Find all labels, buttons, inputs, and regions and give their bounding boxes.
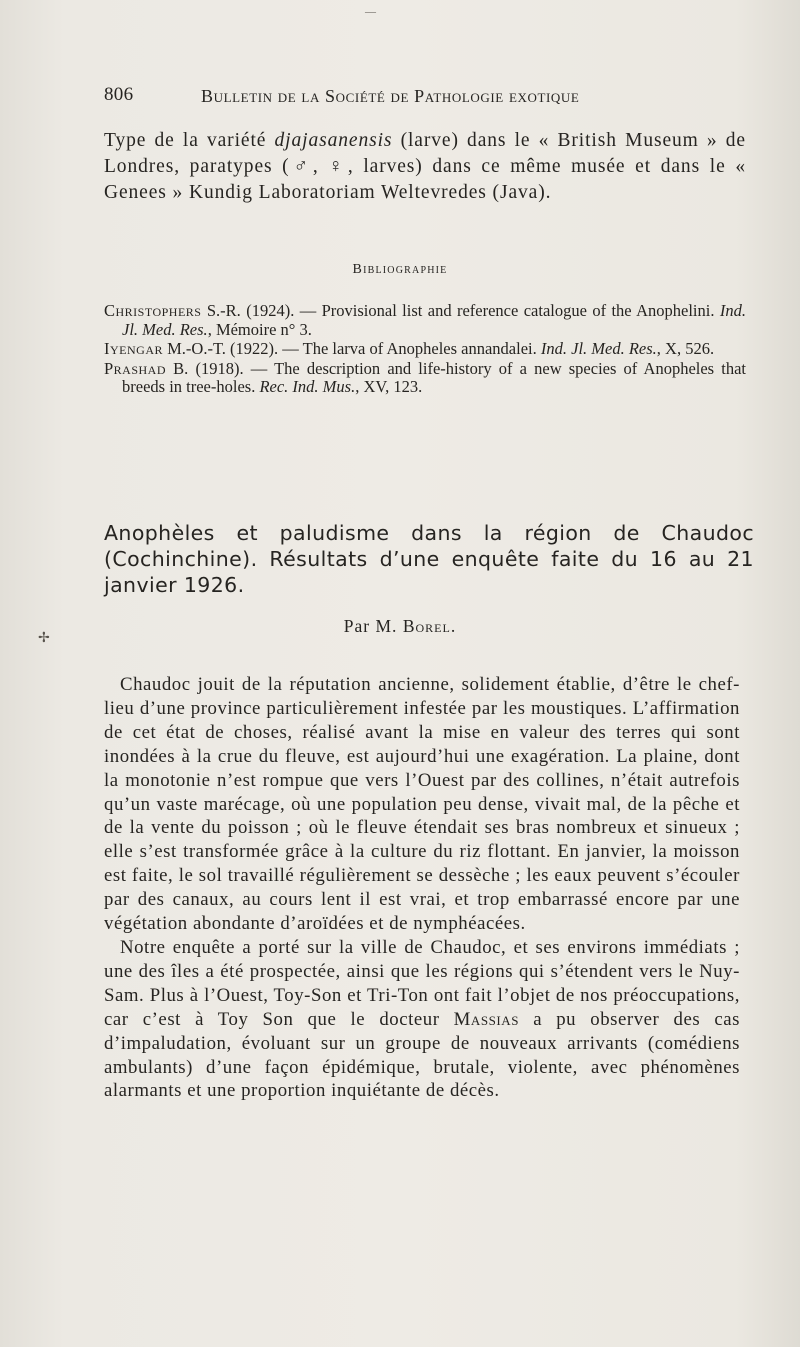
body-text: Notre enquête a porté sur la ville de Chaudoc, et ses environs immédiats ; une des îles a été prospectée, ainsi que les régions qui s’étendent vers le Nuy-Sam. Plus à l’Ouest, Toy-Son et Tri-Ton ont fait l’objet de nos préoccupations, car c’est à Toy Son que le docteur <box>104 936 740 1030</box>
page-number: 806 <box>104 84 134 105</box>
bib-ref: , XV, 123. <box>355 377 423 396</box>
byline <box>0 616 800 637</box>
running-title: Bulletin de la Société de Pathologie exotique <box>201 86 580 106</box>
article-title: Anophèles et paludisme dans la région de Chaudoc (Cochinchine). Résultats d’une enquête faite du 16 au 21 janvier 1926. <box>104 521 754 597</box>
bibliography-entry <box>104 340 746 359</box>
author-name: Borel. <box>402 616 457 636</box>
bib-journal: Rec. Ind. Mus. <box>259 377 356 396</box>
bib-ref: , X, 526. <box>656 339 715 358</box>
bibliography-entry <box>104 302 746 339</box>
bibliography-heading: Bibliographie <box>352 262 448 277</box>
article-body <box>104 673 740 1103</box>
bibliography-list <box>104 302 746 397</box>
byline-prefix: Par M. <box>343 616 403 636</box>
body-paragraph: Chaudoc jouit de la réputation ancienne, solidement établie, d’être le chef-lieu d’une province particulièrement infestée par les moustiques. L’affirmation de cet état de choses, réalisé avant la mise en valeur des terres qui sont inondées à la crue du fleuve, est aujourd’hui une exagération. La plaine, dont la monotonie n’est rompue que vers l’Ouest par des collines, n’était autrefois qu’un vaste marécage, où une population peu dense, vivait mal, de la pêche et de la vente du poisson ; où le fleuve étendait ses bras nombreux et sinueux ; elle s’est transformée grâce à la culture du riz flottant. En janvier, la moisson est faite, le sol travaillé régulièrement se dessèche ; les eaux peuvent s’écouler par des canaux, au cours lent il est vrai, et trop embarrassé encore par une végétation abondante d’aroïdées et de nymphéacées. <box>104 674 740 935</box>
margin-smudge: ✢ <box>38 631 50 646</box>
bib-text: S.-R. (1924). — Provisional list and reference catalogue of the Anophelini. <box>201 301 720 320</box>
bib-author: Christophers <box>104 301 202 320</box>
body-text: a pu observer des cas d’impaludation, évoluant sur un groupe de nouveaux arrivants (comédiens ambulants) d’une façon épidémique, brutale, violente, avec phénomènes alarmants et une proportion inquiétante de décès. <box>104 1008 740 1102</box>
intro-paragraph <box>104 128 746 206</box>
doctor-name: Massias <box>453 1008 520 1030</box>
bib-author: Iyengar <box>104 339 163 358</box>
bib-text: M.-O.-T. (1922). — The larva of Anopheles annandalei. <box>163 339 541 358</box>
bib-journal: Ind. Jl. Med. Res. <box>540 339 657 358</box>
top-mark: — <box>365 6 376 18</box>
bib-text: B. (1918). — The description and life-history of a new species of Anopheles that breeds in tree-holes. <box>122 358 746 396</box>
body-paragraph <box>104 936 740 1103</box>
intro-text-end: (larve) dans le « British Museum » de Londres, paratypes (♂, ♀, larves) dans ce même musée et dans le « Genees » Kundig Laboratoriam Weltevredes (Java). <box>104 130 746 203</box>
intro-text-start: Type de la variété <box>104 130 275 151</box>
bib-journal: Ind. Jl. Med. Res. <box>122 301 746 339</box>
variety-name: djajasanensis <box>274 130 393 151</box>
bib-ref: , Mémoire n° 3. <box>207 319 312 339</box>
bib-author: Prashad <box>104 358 167 378</box>
bibliography-entry <box>104 360 746 397</box>
